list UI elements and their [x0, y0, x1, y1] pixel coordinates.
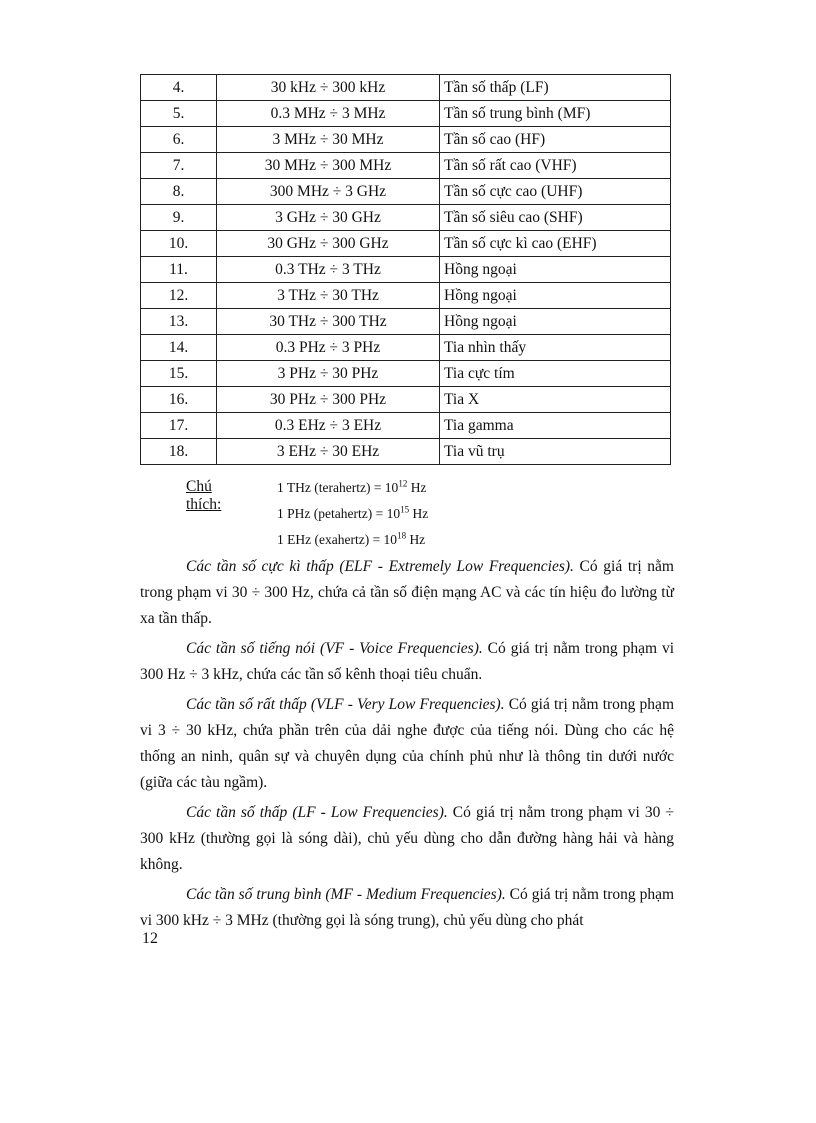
- band-name: Tần số cao (HF): [440, 127, 671, 153]
- band-name: Tần số cực kì cao (EHF): [440, 231, 671, 257]
- band-name: Tia nhìn thấy: [440, 335, 671, 361]
- row-number: 6.: [141, 127, 217, 153]
- frequency-range: 3 PHz ÷ 30 PHz: [217, 361, 440, 387]
- band-name: Hồng ngoại: [440, 257, 671, 283]
- frequency-range: 300 MHz ÷ 3 GHz: [217, 179, 440, 205]
- row-number: 4.: [141, 75, 217, 101]
- band-name: Tia cực tím: [440, 361, 671, 387]
- band-name: Tần số trung bình (MF): [440, 101, 671, 127]
- band-name: Tia gamma: [440, 413, 671, 439]
- row-number: 17.: [141, 413, 217, 439]
- frequency-range: 0.3 EHz ÷ 3 EHz: [217, 413, 440, 439]
- table-row: [141, 257, 671, 283]
- row-number: 9.: [141, 205, 217, 231]
- row-number: 12.: [141, 283, 217, 309]
- paragraph-mf: Các tần số trung bình (MF - Medium Frequencies). Có giá trị nằm trong phạm vi 300 kHz ÷ 3 MHz (thường gọi là sóng trung), chủ yếu dùng cho phát: [140, 886, 675, 929]
- frequency-range: 3 GHz ÷ 30 GHz: [217, 205, 440, 231]
- frequency-range: 30 kHz ÷ 300 kHz: [217, 75, 440, 101]
- frequency-range: 3 EHz ÷ 30 EHz: [217, 439, 440, 465]
- table-row: [141, 387, 671, 413]
- table-row: [141, 283, 671, 309]
- band-name: Tần số siêu cao (SHF): [440, 205, 671, 231]
- row-number: 18.: [141, 439, 217, 465]
- row-number: 16.: [141, 387, 217, 413]
- row-number: 10.: [141, 231, 217, 257]
- table-row: [141, 75, 671, 101]
- table-row: [141, 205, 671, 231]
- row-number: 7.: [141, 153, 217, 179]
- band-name: Tần số thấp (LF): [440, 75, 671, 101]
- table-row: [141, 101, 671, 127]
- frequency-range: 3 THz ÷ 30 THz: [217, 283, 440, 309]
- frequency-range: 0.3 THz ÷ 3 THz: [217, 257, 440, 283]
- paragraph-vlf: Các tần số rất thấp (VLF - Very Low Frequencies). Có giá trị nằm trong phạm vi 3 ÷ 30 kHz, chứa phần trên của dải nghe được của tiếng nói. Dùng cho các hệ thống an ninh, quân sự và chuyên dụng của chính phủ như là thông tin dưới nước (giữa các tàu ngầm).: [140, 696, 674, 791]
- band-name: Hồng ngoại: [440, 283, 671, 309]
- note-terahertz: 1 THz (terahertz) = $10^{12}$ Hz: [277, 478, 427, 495]
- row-number: 15.: [141, 361, 217, 387]
- band-name: Hồng ngoại: [440, 309, 671, 335]
- body-text: [140, 554, 674, 938]
- table-row: [141, 231, 671, 257]
- table-row: [141, 361, 671, 387]
- frequency-range: 0.3 MHz ÷ 3 MHz: [217, 101, 440, 127]
- row-number: 11.: [141, 257, 217, 283]
- frequency-range: 30 PHz ÷ 300 PHz: [217, 387, 440, 413]
- row-number: 8.: [141, 179, 217, 205]
- paragraph-lf: Các tần số thấp (LF - Low Frequencies). Có giá trị nằm trong phạm vi 30 ÷ 300 kHz (thường gọi là sóng dài), chủ yếu dùng cho dẫn đường hàng hải và hàng không.: [140, 804, 674, 873]
- frequency-range: 30 MHz ÷ 300 MHz: [217, 153, 440, 179]
- table-row: [141, 153, 671, 179]
- frequency-table: [140, 74, 671, 465]
- frequency-range: 30 THz ÷ 300 THz: [217, 309, 440, 335]
- frequency-range: 0.3 PHz ÷ 3 PHz: [217, 335, 440, 361]
- band-name: Tần số cực cao (UHF): [440, 179, 671, 205]
- frequency-table-body: [141, 75, 671, 465]
- page-number: 12: [142, 930, 158, 947]
- band-name: Tần số rất cao (VHF): [440, 153, 671, 179]
- row-number: 5.: [141, 101, 217, 127]
- frequency-range: 30 GHz ÷ 300 GHz: [217, 231, 440, 257]
- row-number: 13.: [141, 309, 217, 335]
- table-row: [141, 309, 671, 335]
- band-name: Tia X: [440, 387, 671, 413]
- table-row: [141, 179, 671, 205]
- note-exahertz: 1 EHz (exahertz) = $10^{18}$ Hz: [277, 530, 426, 547]
- frequency-range: 3 MHz ÷ 30 MHz: [217, 127, 440, 153]
- notes-label: Chú thích:: [186, 478, 222, 513]
- paragraph-vf: Các tần số tiếng nói (VF - Voice Frequencies). Có giá trị nằm trong phạm vi 300 Hz ÷ 3 kHz, chứa các tần số kênh thoại tiêu chuẩn.: [140, 640, 675, 683]
- table-row: [141, 413, 671, 439]
- table-row: [141, 127, 671, 153]
- note-petahertz: 1 PHz (petahertz) = $10^{15}$ Hz: [277, 504, 429, 521]
- paragraph-elf: Các tần số cực kì thấp (ELF - Extremely Low Frequencies). Có giá trị nằm trong phạm vi 30 ÷ 300 Hz, chứa cả tần số điện mạng AC và các tín hiệu đo lường từ xa tần thấp.: [140, 558, 674, 627]
- table-row: [141, 335, 671, 361]
- row-number: 14.: [141, 335, 217, 361]
- table-row: [141, 439, 671, 465]
- band-name: Tia vũ trụ: [440, 439, 671, 465]
